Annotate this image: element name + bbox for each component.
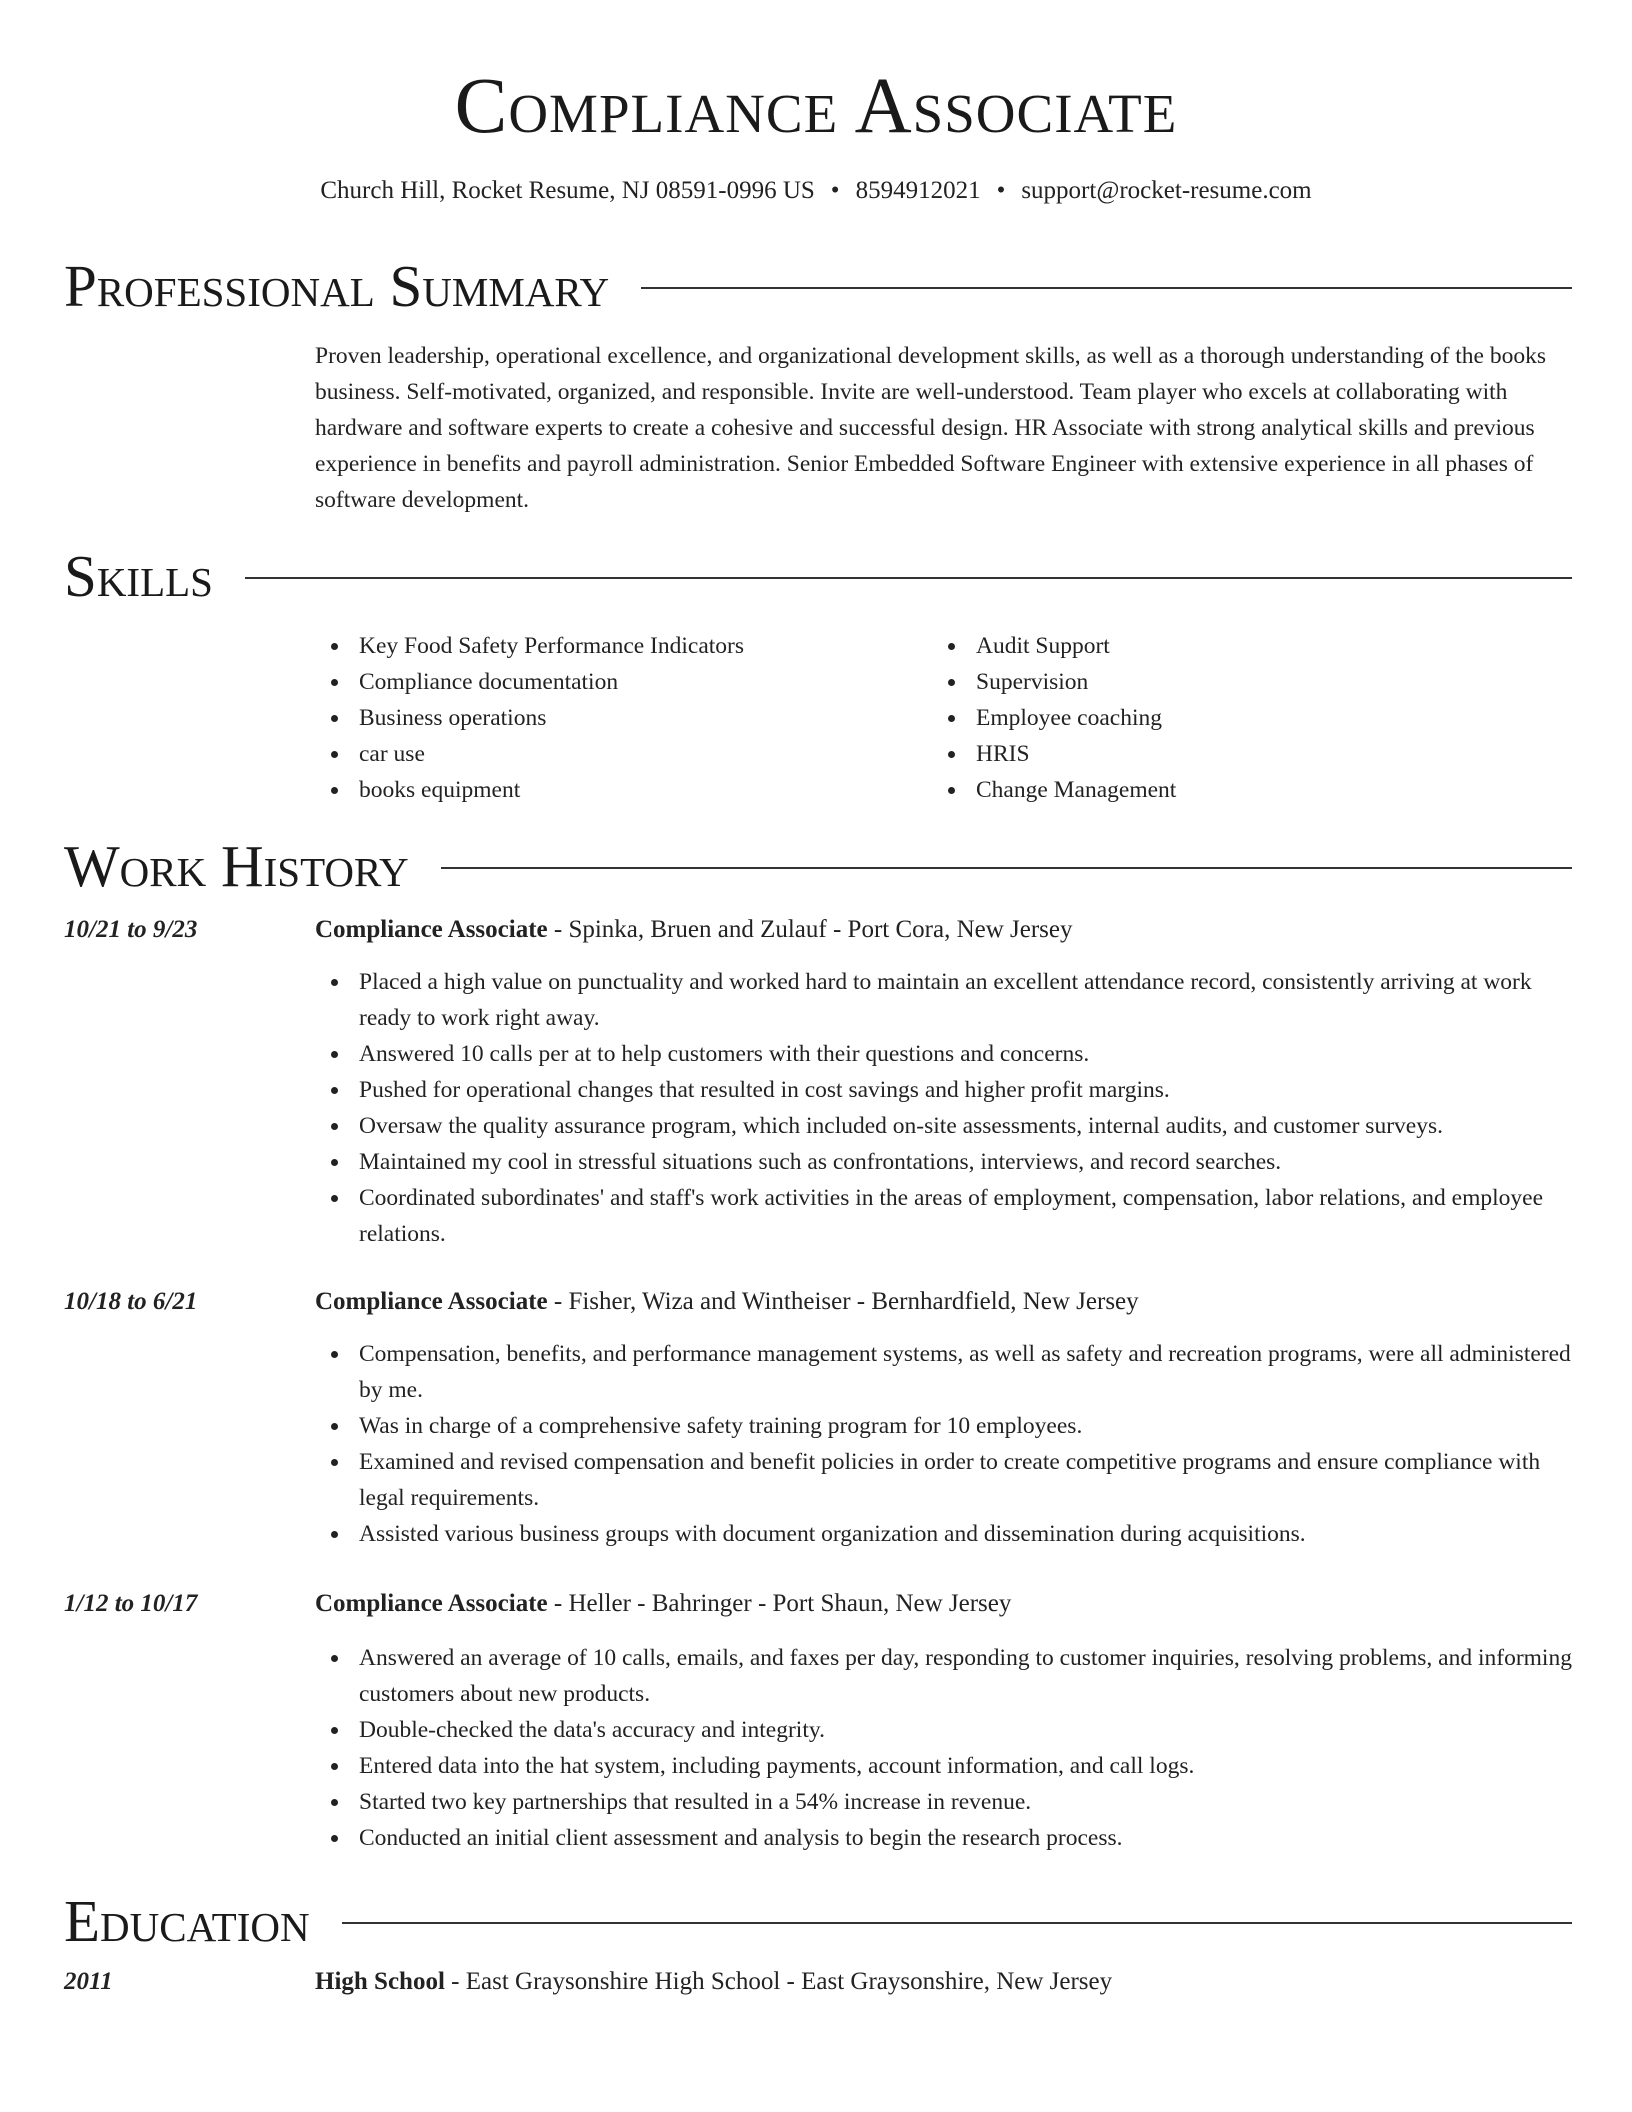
skills-list-left [315,628,915,808]
contact-separator: • [830,177,840,204]
job-employer: - Fisher, Wiza and Wintheiser - Bernhardfield, New Jersey [547,1288,1139,1315]
contact-line [0,174,1632,208]
skill-item: Supervision [932,664,1532,700]
job-heading [315,1284,1577,1320]
candidate-name: Compliance Associate [454,63,1178,150]
job-bullet: Coordinated subordinates' and staff's work activities in the areas of employment, compensation, labor relations, and employee relations. [315,1180,1577,1252]
section-title-skills: Skills [64,543,213,609]
job-employer: - Spinka, Bruen and Zulauf - Port Cora, New Jersey [547,916,1073,943]
job-title: Compliance Associate [315,1288,548,1315]
job-bullets [315,1336,1577,1552]
skill-item: Business operations [315,700,915,736]
job-title: Compliance Associate [315,1590,548,1617]
job-dates: 10/18 to 6/21 [64,1288,198,1315]
job-bullet: Answered an average of 10 calls, emails, and faxes per day, responding to customer inquiries, resolving problems, and informing customers about new products. [315,1640,1577,1712]
section-title-summary: Professional Summary [64,253,610,319]
education-heading [315,1964,1577,2000]
contact-separator: • [996,177,1006,204]
contact-address: Church Hill, Rocket Resume, NJ 08591-0996 US [320,177,815,204]
contact-email[interactable]: support@rocket-resume.com [1021,177,1312,204]
summary-section-header [64,251,1572,321]
education-year: 2011 [64,1968,113,1995]
skills-list-right [932,628,1532,808]
job-dates: 10/21 to 9/23 [64,916,198,943]
contact-phone: 8594912021 [855,177,981,204]
job-bullet: Answered 10 calls per at to help customers with their questions and concerns. [315,1036,1577,1072]
job-bullet: Started two key partnerships that resulted in a 54% increase in revenue. [315,1784,1577,1820]
work-section-header [64,831,1572,901]
job-bullet: Conducted an initial client assessment and analysis to begin the research process. [315,1820,1577,1856]
education-section-header [64,1886,1572,1956]
skill-item: HRIS [932,736,1532,772]
job-bullet: Placed a high value on punctuality and worked hard to maintain an excellent attendance record, consistently arriving at work ready to work right away. [315,964,1577,1036]
job-bullets [315,964,1577,1252]
section-divider [342,1922,1572,1924]
job-bullet: Entered data into the hat system, including payments, account information, and call logs. [315,1748,1577,1784]
job-employer: - Heller - Bahringer - Port Shaun, New Jersey [547,1590,1012,1617]
education-school: - East Graysonshire High School - East Graysonshire, New Jersey [444,1968,1113,1995]
skills-section-header [64,541,1572,611]
section-divider [245,577,1572,579]
job-dates: 1/12 to 10/17 [64,1590,198,1617]
section-title-education: Education [64,1888,310,1954]
skill-item: Compliance documentation [315,664,915,700]
skill-item: Key Food Safety Performance Indicators [315,628,915,664]
section-divider [641,287,1572,289]
skill-item: books equipment [315,772,915,808]
job-bullet: Assisted various business groups with document organization and dissemination during acquisitions. [315,1516,1577,1552]
job-bullet: Examined and revised compensation and benefit policies in order to create competitive programs and ensure compliance with legal requirements. [315,1444,1577,1516]
job-bullet: Pushed for operational changes that resulted in cost savings and higher profit margins. [315,1072,1577,1108]
summary-text: Proven leadership, operational excellence, and organizational development skills, as well as a thorough understanding of the books business. Self-motivated, organized, and responsible. Invite are well-understood. Team player who excels at collaborating with hardware and software experts to create a cohesive and successful design. HR Associate with strong analytical skills and previous experience in benefits and payroll administration. Senior Embedded Software Engineer with extensive experience in all phases of software development. [315,343,1547,513]
job-bullet: Was in charge of a comprehensive safety training program for 10 employees. [315,1408,1577,1444]
job-heading [315,1586,1577,1622]
job-heading [315,912,1577,948]
job-bullets [315,1640,1577,1856]
section-title-work: Work History [64,833,409,899]
skill-item: Audit Support [932,628,1532,664]
job-bullet: Double-checked the data's accuracy and integrity. [315,1712,1577,1748]
skill-item: Employee coaching [932,700,1532,736]
job-bullet: Maintained my cool in stressful situations such as confrontations, interviews, and record searches. [315,1144,1577,1180]
section-divider [441,867,1572,869]
skill-item: Change Management [932,772,1532,808]
skill-item: car use [315,736,915,772]
job-title: Compliance Associate [315,916,548,943]
job-bullet: Oversaw the quality assurance program, which included on-site assessments, internal audits, and customer surveys. [315,1108,1577,1144]
job-bullet: Compensation, benefits, and performance management systems, as well as safety and recreation programs, were all administered by me. [315,1336,1577,1408]
education-degree: High School [315,1968,445,1995]
